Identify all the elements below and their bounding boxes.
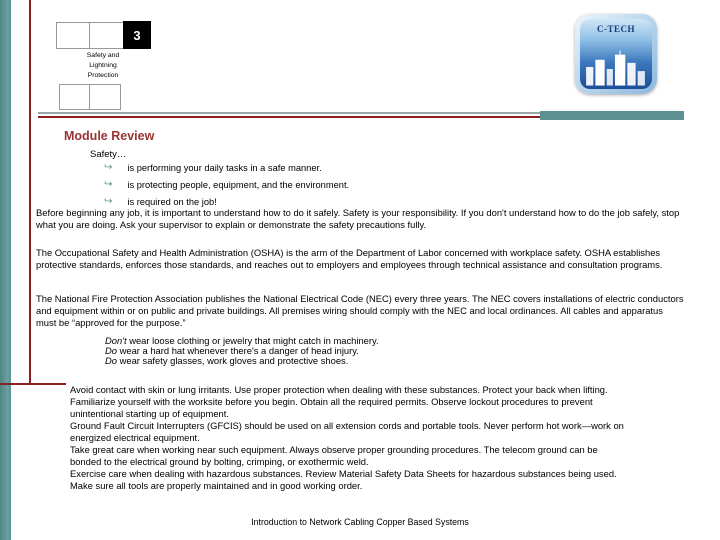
do-dont-lead: Don't xyxy=(105,335,127,346)
guideline-item: Familiarize yourself with the worksite before you begin. Obtain all the required permits. Observe lockout procedures to prevent unintentional starting up of equipment. xyxy=(70,396,593,419)
do-dont-item xyxy=(105,356,348,367)
intro-text: Safety… xyxy=(90,149,127,160)
bullet-text: is required on the job! xyxy=(127,197,217,207)
grid-cell xyxy=(89,84,121,110)
paragraph: Before beginning any job, it is important to understand how to do it safely. Safety is your responsibility. If you don't understand how to do the job safely, stop what you are doing. Ask your supervisor to explain or demonstrate the safety precautions fully. xyxy=(36,207,680,231)
guideline-item: Ground Fault Circuit Interrupters (GFCIS) should be used on all extension cords and portable tools. Never perform hot work—work on energized electrical equipment. xyxy=(70,420,624,443)
horizontal-rule-left xyxy=(0,383,66,385)
curved-arrow-icon: ↪ xyxy=(104,196,113,207)
bullet-text: is performing your daily tasks in a safe manner. xyxy=(127,163,322,173)
do-dont-lead: Do xyxy=(105,355,117,366)
do-dont-text: wear safety glasses, work gloves and protective shoes. xyxy=(116,355,349,366)
curved-arrow-icon: ↪ xyxy=(104,162,113,173)
divider-teal-bar xyxy=(540,111,684,120)
grid-cell xyxy=(89,22,124,49)
curved-arrow-icon: ↪ xyxy=(104,179,113,190)
bullet-item xyxy=(104,163,322,173)
left-accent-bar xyxy=(0,0,11,540)
paragraph: The National Fire Protection Association publishes the National Electrical Code (NEC) every three years. The NEC covers installations of electric conductors and equipment within or on public and private buildings. All premises wiring should comply with the NEC and local ordinances. All cables and apparatus must be “approved for the purpose.” xyxy=(36,293,684,329)
module-title: Safety and Lightning Protection xyxy=(86,52,120,79)
do-dont-text: wear loose clothing or jewelry that might catch in machinery. xyxy=(126,335,379,346)
ctech-logo-panel xyxy=(580,19,652,89)
vertical-rule xyxy=(29,0,31,385)
slide-footer: Introduction to Network Cabling Copper Based Systems xyxy=(251,517,469,527)
ctech-logo xyxy=(575,14,657,94)
bullet-item xyxy=(104,180,349,190)
module-number: 3 xyxy=(123,21,151,49)
guideline-item: Avoid contact with skin or lung irritants. Use proper protection when dealing with these substances. Protect your back when lifting. xyxy=(70,384,608,395)
guidelines-block xyxy=(70,384,625,492)
do-dont-text: wear a hard hat whenever there's a danger of head injury. xyxy=(116,345,359,356)
logo-text: C-TECH xyxy=(596,24,635,34)
city-skyline-icon xyxy=(583,50,649,86)
grid-cell xyxy=(56,22,90,49)
page-title: Module Review xyxy=(64,129,155,143)
paragraph: The Occupational Safety and Health Administration (OSHA) is the arm of the Department of Labor concerned with workplace safety. OSHA establishes protective standards, enforces those standards, and reaches out to employers and employees through technical assistance and consultation programs. xyxy=(36,247,663,271)
guideline-item: Exercise care when dealing with hazardous substances. Review Material Safety Data Sheets for hazardous substances being used. xyxy=(70,468,617,479)
bullet-item xyxy=(104,197,217,207)
bullet-text: is protecting people, equipment, and the environment. xyxy=(127,180,350,190)
guideline-item: Make sure all tools are properly maintained and in good working order. xyxy=(70,480,363,491)
grid-cell xyxy=(59,84,90,110)
guideline-item: Take great care when working near such equipment. Always observe proper grounding procedures. The telecom ground can be bonded to the electrical ground by bolting, crimping, or exothermic weld. xyxy=(70,444,598,467)
do-dont-lead: Do xyxy=(105,345,117,356)
